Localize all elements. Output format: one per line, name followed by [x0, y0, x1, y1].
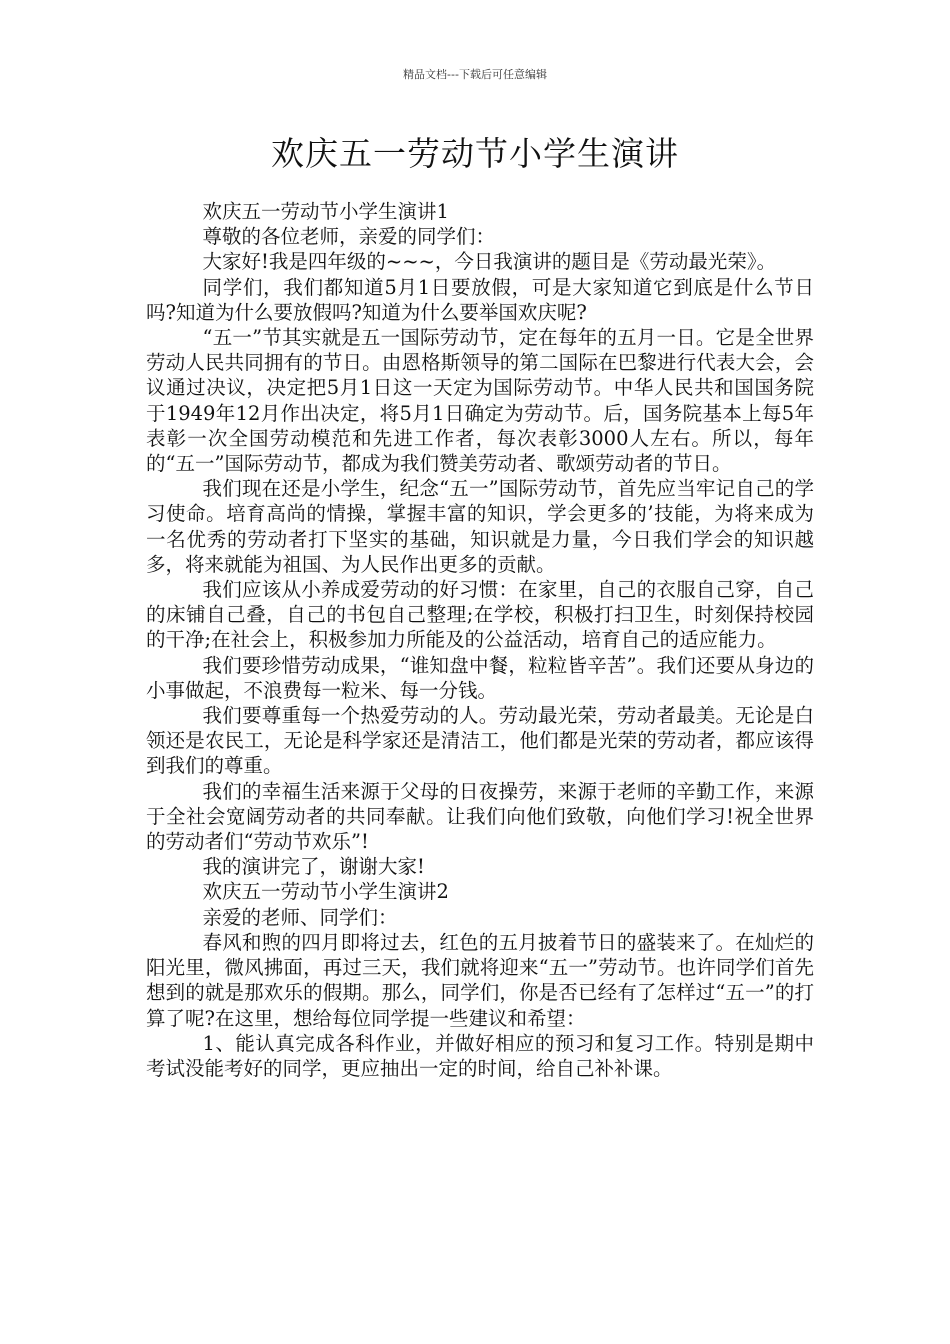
paragraph: 我们现在还是小学生，纪念“五一”国际劳动节，首先应当牢记自己的学习使命。培育高尚的情操，掌握丰富的知识，学会更多的’技能，为将来成为一名优秀的劳动者打下坚实的基础，知识就是力量，今日我们学会的知识越多，将来就能为祖国、为人民作出更多的贡献。 [146, 477, 814, 576]
paragraph: 春风和煦的四月即将过去，红色的五月披着节日的盛装来了。在灿烂的阳光里，微风拂面，再过三天，我们就将迎来“五一”劳动节。也许同学们首先想到的就是那欢乐的假期。那么，同学们，你是否已经有了怎样过“五一”的打算了呢?在这里，想给每位同学提一些建议和希望： [146, 930, 814, 1030]
paragraph: 亲爱的老师、同学们： [202, 905, 398, 929]
document-title: 欢庆五一劳动节小学生演讲 [271, 134, 679, 173]
paragraph: 我们要尊重每一个热爱劳动的人。劳动最光荣，劳动者最美。无论是白领还是农民工，无论是科学家还是清洁工，他们都是光荣的劳动者，都应该得到我们的尊重。 [146, 704, 814, 778]
paragraph: 我的演讲完了，谢谢大家! [202, 855, 425, 879]
paragraph: 同学们，我们都知道5月1日要放假，可是大家知道它到底是什么节日吗?知道为什么要放假吗?知道为什么要举国欢庆呢? [146, 275, 814, 324]
paragraph: 欢庆五一劳动节小学生演讲2 [202, 880, 449, 904]
paragraph: 我们的幸福生活来源于父母的日夜操劳，来源于老师的辛勤工作，来源于全社会宽阔劳动者的共同奉献。让我们向他们致敬，向他们学习!祝全世界的劳动者们“劳动节欢乐”! [146, 779, 814, 854]
document-body [146, 199, 814, 1081]
paragraph: 1、能认真完成各科作业，并做好相应的预习和复习工作。特别是期中考试没能考好的同学，更应抽出一定的时间，给自己补补课。 [146, 1031, 814, 1080]
header-note: 精品文档---下载后可任意编辑 [403, 68, 547, 81]
paragraph: 我们要珍惜劳动成果，“谁知盘中餐，粒粒皆辛苦”。我们还要从身边的小事做起，不浪费每一粒米、每一分钱。 [146, 653, 814, 702]
paragraph: “五一”节其实就是五一国际劳动节，定在每年的五月一日。它是全世界劳动人民共同拥有的节日。由恩格斯领导的第二国际在巴黎进行代表大会，会议通过决议，决定把5月1日这一天定为国际劳动节。中华人民共和国国务院于1949年12月作出决定，将5月1日确定为劳动节。后，国务院基本上每5年表彰一次全国劳动模范和先进工作者，每次表彰3000人左右。所以，每年的“五一”国际劳动节，都成为我们赞美劳动者、歌颂劳动者的节日。 [146, 326, 814, 476]
paragraph: 大家好!我是四年级的~~~，今日我演讲的题目是《劳动最光荣》。 [202, 250, 777, 274]
paragraph: 尊敬的各位老师，亲爱的同学们： [202, 225, 496, 249]
paragraph: 欢庆五一劳动节小学生演讲1 [202, 200, 449, 223]
paragraph: 我们应该从小养成爱劳动的好习惯：在家里，自己的衣服自己穿，自己的床铺自己叠，自己的书包自己整理;在学校，积极打扫卫生，时刻保持校园的干净;在社会上，积极参加力所能及的公益活动，培育自己的适应能力。 [146, 578, 814, 652]
